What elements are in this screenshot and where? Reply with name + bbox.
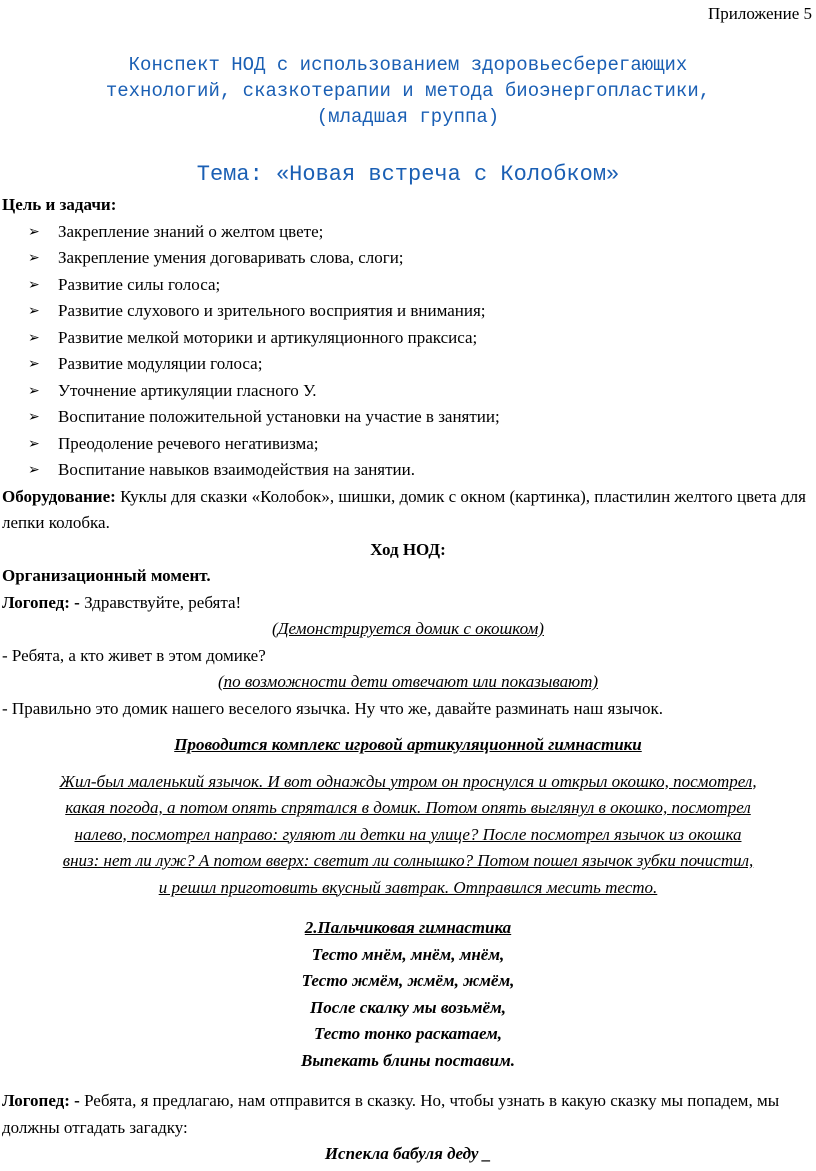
equipment-text: Куклы для сказки «Колобок», шишки, домик с окном (картинка), пластилин желтого цвета для лепки колобка.: [2, 486, 806, 532]
story-line: какая погода, а потом опять спрятался в домик. Потом опять выглянул в окошко, посмотрел: [65, 798, 751, 817]
arrow-bullet-icon: ➢: [28, 303, 40, 319]
speaker-label: Логопед: -: [2, 1091, 80, 1110]
question-line: - Ребята, а кто живет в этом домике?: [2, 645, 266, 665]
poem-line: Тесто тонко раскатаем,: [313, 1024, 503, 1043]
list-item: ➢ Развитие мелкой моторики и артикуляционного праксиса;: [2, 325, 814, 352]
list-item: ➢ Развитие модуляции голоса;: [2, 351, 814, 378]
title-line: технологий, сказкотерапии и метода биоэнергопластики,: [105, 80, 711, 102]
arrow-bullet-icon: ➢: [28, 435, 40, 452]
list-item: ➢ Преодоление речевого негативизма;: [2, 431, 814, 458]
greeting-line: Логопед: - Здравствуйте, ребята!: [2, 592, 242, 612]
answer-line: - Правильно это домик нашего веселого язычка. Ну что же, давайте разминать наш язычок.: [2, 698, 663, 718]
gymnastics-heading: Проводится комплекс игровой артикуляционной гимнастики: [174, 735, 642, 754]
arrow-bullet-icon: ➢: [28, 223, 40, 240]
arrow-bullet-icon: ➢: [28, 382, 40, 399]
story-line: и решил приготовить вкусный завтрак. Отправился месить тесто.: [158, 877, 658, 897]
org-moment-heading: Организационный момент.: [2, 566, 211, 585]
riddle-intro: Логопед: - Ребята, я предлагаю, нам отправится в сказку. Но, чтобы узнать в какую сказку мы попадем, мы должны отгадать загадку:: [2, 1091, 780, 1137]
arrow-bullet-icon: ➢: [28, 462, 40, 478]
equipment-label: Оборудование:: [2, 486, 116, 506]
story-line: налево, посмотрел направо: гуляют ли детки на улице? После посмотрел язычок из окошка: [74, 824, 742, 844]
goals-label: Цель и задачи:: [2, 195, 117, 214]
finger-gymnastics-heading: 2.Пальчиковая гимнастика: [304, 918, 512, 937]
poem-line: Выпекать блины поставим.: [301, 1050, 515, 1070]
list-item: ➢ Уточнение артикуляции гласного У.: [2, 378, 814, 405]
list-item: ➢ Развитие слухового и зрительного восприятия и внимания;: [2, 298, 814, 325]
list-item: ➢ Воспитание навыков взаимодействия на занятии.: [2, 457, 814, 484]
title-line: (младшая группа): [316, 106, 500, 128]
equipment-paragraph: [2, 484, 814, 537]
riddle-line: Испекла бабуля деду _: [324, 1144, 492, 1163]
finger-poem: [2, 942, 814, 1075]
stage-note: (по возможности дети отвечают или показывают): [217, 672, 599, 691]
arrow-bullet-icon: ➢: [28, 409, 40, 425]
arrow-bullet-icon: ➢: [28, 329, 40, 346]
poem-line: Тесто жмём, жмём, жмём,: [301, 971, 515, 990]
list-item: ➢ Развитие силы голоса;: [2, 272, 814, 299]
story-line: Жил-был маленький язычок. И вот однажды утром он проснулся и открыл окошко, посмотрел,: [59, 771, 757, 791]
arrow-bullet-icon: ➢: [28, 276, 40, 293]
course-heading: Ход НОД:: [370, 539, 446, 559]
story-line: вниз: нет ли луж? А потом вверх: светит ли солнышко? Потом пошел язычок зубки почистил,: [62, 851, 754, 870]
tongue-story: [2, 769, 814, 902]
speaker-label: Логопед: -: [2, 592, 80, 612]
list-item: ➢ Закрепление знаний о желтом цвете;: [2, 219, 814, 246]
poem-line: Тесто мнём, мнём, мнём,: [311, 944, 505, 964]
arrow-bullet-icon: ➢: [28, 250, 40, 266]
arrow-bullet-icon: ➢: [28, 356, 40, 372]
list-item: ➢ Закрепление умения договаривать слова, слоги;: [2, 245, 814, 272]
document-title: [0, 52, 816, 130]
document-body: [2, 192, 814, 1168]
lesson-theme: Тема: «Новая встреча с Колобком»: [196, 162, 620, 187]
stage-note: (Демонстрируется домик с окошком): [272, 619, 544, 638]
title-line: Конспект НОД с использованием здоровьесберегающих: [128, 54, 688, 76]
goals-list: [2, 219, 814, 484]
appendix-label: Приложение 5: [708, 4, 812, 23]
poem-line: После скалку мы возьмём,: [310, 997, 506, 1017]
list-item: ➢ Воспитание положительной установки на участие в занятии;: [2, 404, 814, 431]
